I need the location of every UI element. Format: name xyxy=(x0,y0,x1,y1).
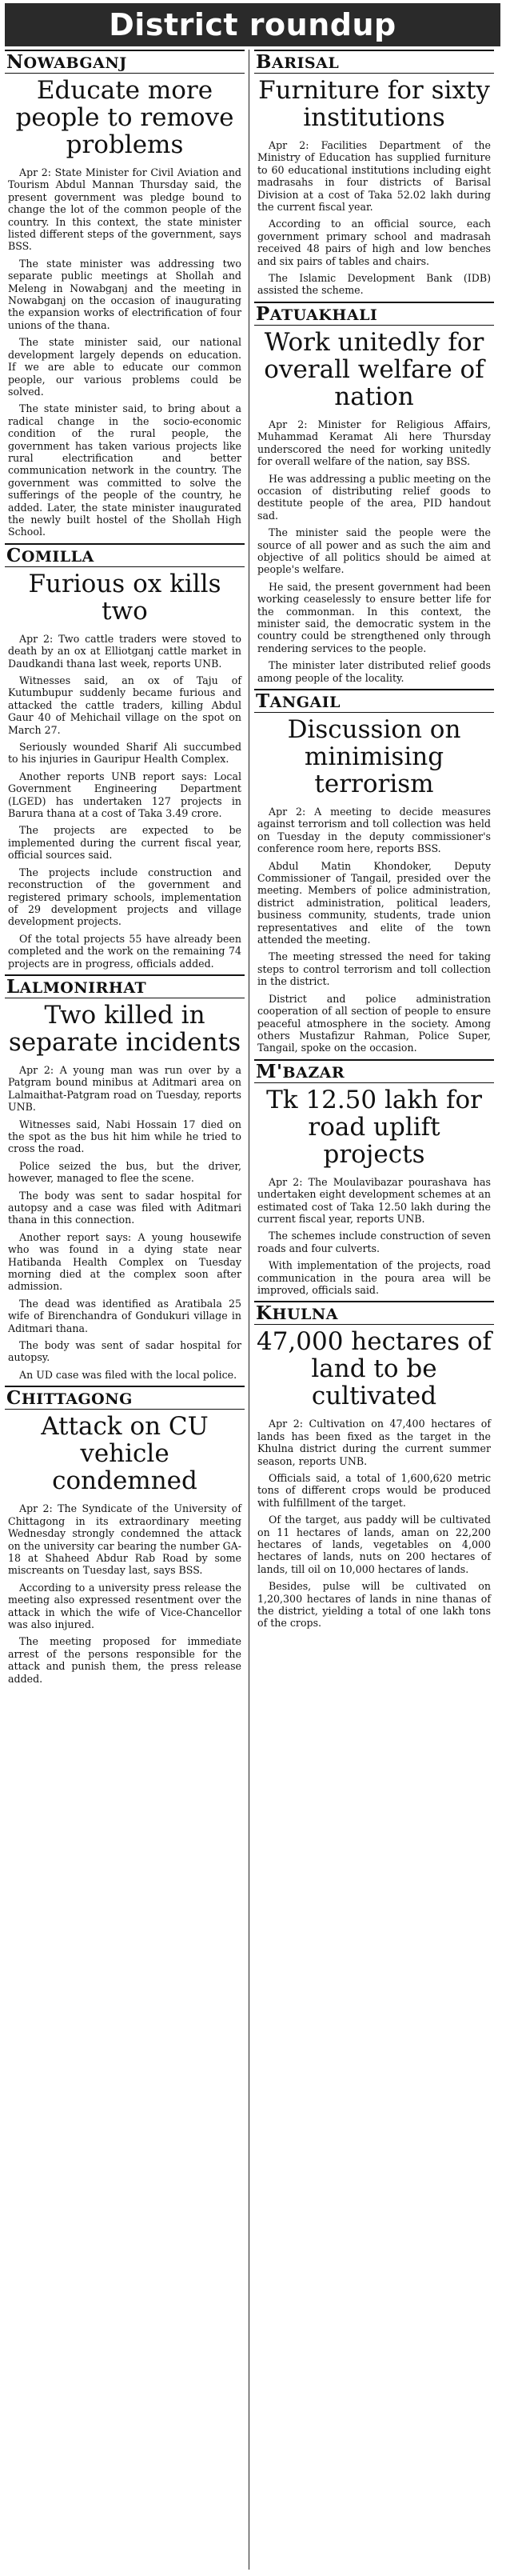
news-story xyxy=(254,1301,494,1630)
dateline-place: TANGAIL xyxy=(256,690,341,712)
story-headline: Furious ox kills two xyxy=(28,569,221,626)
story-paragraph: Besides, pulse will be cultivated on 1,20,300 hectares of lands in nine thanas of the district, yielding a total of one lakh tons of the crops. xyxy=(257,1580,491,1630)
news-story xyxy=(254,302,494,684)
divider xyxy=(5,566,245,567)
story-paragraph: Apr 2: A young man was run over by a Patgram bound minibus at Aditmari area on Lalmaithat-Patgram road on Tuesday, reports UNB. xyxy=(8,1063,241,1114)
dateline-place: CHITTAGONG xyxy=(6,1387,133,1410)
story-paragraph: The meeting proposed for immediate arrest of the persons responsible for the attack and punish them, the press release added. xyxy=(8,1635,241,1685)
story-paragraph: An UD case was filed with the local police. xyxy=(19,1368,237,1381)
dateline-place: LALMONIRHAT xyxy=(6,975,147,998)
story-paragraph: The body was sent to sadar hospital for autopsy and a case was filed with Aditmari thana in this connection. xyxy=(8,1189,241,1226)
story-paragraph: Witnesses said, Nabi Hossain 17 died on the spot as the bus hit him while he tried to cross the road. xyxy=(8,1118,241,1155)
story-paragraph: Of the target, aus paddy will be cultivated on 11 hectares of lands, aman on 22,200 hectares of lands, vegetables on 4,000 hectares of lands, nuts on 200 hectares of lands, till oil on 10,000 hectares of lands. xyxy=(257,1514,491,1575)
story-paragraph: The meeting stressed the need for taking steps to control terrorism and toll collection in the district. xyxy=(257,950,491,988)
story-paragraph: According to a university press release the meeting also expressed resentment over the attack in which the wife of Vice-Chancellor was also injured. xyxy=(8,1581,241,1630)
story-paragraph: Officials said, a total of 1,600,620 metric tons of different crops would be produced with fulfillment of the target. xyxy=(257,1472,491,1509)
story-headline: Attack on CU vehicle condemned xyxy=(41,1412,209,1496)
right-column xyxy=(254,50,494,2570)
story-headline: Two killed in separate incidents xyxy=(8,1000,241,1057)
story-paragraph: The state minister was addressing two separate public meetings at Shollah and Meleng in Nowabganj and the meeting in Nowabganj on the occasion of inaugurating the expansion works of electrification of four unions of the thana. xyxy=(8,257,241,331)
story-paragraph: Seriously wounded Sharif Ali succumbed to his injuries in Gauripur Health Complex. xyxy=(8,741,241,766)
story-paragraph: Apr 2: Facilities Department of the Ministry of Education has supplied furniture to 60 educational institutions including eight madrasahs in four districts of Barisal Division at a cost of Taka 52.02 lakh during the current fiscal year. xyxy=(257,139,491,214)
story-paragraph: With implementation of the projects, road communication in the poura area will be improved, officials said. xyxy=(257,1259,491,1296)
divider xyxy=(254,1082,494,1083)
news-story xyxy=(254,689,494,1054)
news-story xyxy=(5,974,245,1381)
story-paragraph: He was addressing a public meeting on the occasion of distributing relief goods to destitute people of the area, PID handout sad. xyxy=(257,472,491,522)
story-paragraph: Apr 2: A meeting to decide measures against terrorism and toll collection was held on Tuesday in the deputy commissioner's conference room here, reports BSS. xyxy=(257,806,491,855)
dateline-place: COMILLA xyxy=(6,544,94,566)
news-story xyxy=(5,1386,245,1685)
story-paragraph: The minister said the people were the source of all power and as such the aim and objective of all politics should be aimed at people's welfare. xyxy=(257,526,491,576)
story-headline: Educate more people to remove problems xyxy=(15,76,234,159)
story-paragraph: The state minister said, our national development largely depends on education. If we are able to educate our common people, our various problems could be solved. xyxy=(8,336,241,398)
section-banner xyxy=(5,3,500,46)
story-paragraph: Abdul Matin Khondoker, Deputy Commissioner of Tangail, presided over the meeting. Members of police administration, district administration, political leaders, business community, students, trade union representatives and elite of the town attended the meeting. xyxy=(257,859,491,946)
story-paragraph: District and police administration cooperation of all section of people to ensure peaceful atmosphere in the society. Among others Mustafizur Rahman, Police Super, Tangail, spoke on the occasion. xyxy=(257,992,491,1054)
divider xyxy=(254,712,494,713)
story-headline: Discussion on minimising terrorism xyxy=(287,715,461,798)
story-paragraph: Another report says: A young housewife who was found in a dying state near Hatibanda Health Complex on Tuesday morning died at the complex soon after admission. xyxy=(8,1230,241,1293)
story-paragraph: Apr 2: Cultivation on 47,400 hectares of lands has been fixed as the target in the Khulna district during the current summer season, reports UNB. xyxy=(257,1418,491,1467)
dateline-place: PATUAKHALI xyxy=(256,302,378,325)
story-paragraph: Apr 2: Minister for Religious Affairs, Muhammad Keramat Ali here Thursday underscored the need for working unitedly for overall welfare of the nation, say BSS. xyxy=(257,418,491,468)
story-paragraph: Apr 2: The Moulavibazar pourashava has undertaken eight development schemes at an estimated cost of Taka 12.50 lakh during the current fiscal year, reports UNB. xyxy=(257,1175,491,1225)
news-story xyxy=(5,543,245,970)
divider xyxy=(5,73,245,74)
story-paragraph: According to an official source, each government primary school and madrasah received 48 pairs of high and low benches and six pairs of tables and chairs. xyxy=(257,218,491,267)
story-headline: Furniture for sixty institutions xyxy=(258,76,490,132)
story-paragraph: Apr 2: State Minister for Civil Aviation and Tourism Abdul Mannan Thursday said, the present government was pledge bound to change the lot of the common people of the country. In this context, the state minister listed different steps of the government, says BSS. xyxy=(8,166,241,253)
story-paragraph: Police seized the bus, but the driver, however, managed to flee the scene. xyxy=(8,1159,241,1185)
news-story xyxy=(254,1059,494,1297)
divider xyxy=(254,73,494,74)
story-paragraph: The state minister said, to bring about a radical change in the socio-economic condition of the rural people, the government has taken various projects like rural electrification and better communication network in the country. The government was committed to solve the sufferings of the people of the country, he added. Later, the state minister inaugurated the newly built hostel of the Shollah High School. xyxy=(8,402,241,538)
dateline-place: BARISAL xyxy=(256,51,340,73)
story-paragraph: The projects include construction and reconstruction of the government and registered primary schools, implementation of 29 development projects and village development projects. xyxy=(8,866,241,928)
story-paragraph: The projects are expected to be implemented during the current fiscal year, official sources said. xyxy=(8,824,241,862)
left-column xyxy=(5,50,245,2570)
dateline-place: KHULNA xyxy=(256,1302,338,1325)
page-title: District roundup xyxy=(109,7,396,42)
story-headline: Work unitedly for overall welfare of nation xyxy=(264,327,484,411)
news-story xyxy=(5,50,245,538)
story-headline: Tk 12.50 lakh for road uplift projects xyxy=(266,1085,482,1169)
story-paragraph: The body was sent of sadar hospital for autopsy. xyxy=(8,1339,241,1364)
dateline-place: NOWABGANJ xyxy=(6,51,127,73)
story-paragraph: He said, the present government had been working ceaselessly to ensure better life for the commonman. In this context, the minister said, the democratic system in the country could be strengthened only through rendering services to the people. xyxy=(257,580,491,654)
story-paragraph: The minister later distributed relief goods among people of the locality. xyxy=(257,659,491,684)
dateline-place: M'BAZAR xyxy=(256,1060,345,1082)
story-paragraph: Of the total projects 55 have already been completed and the work on the remaining 74 projects are in progress, officials added. xyxy=(8,932,241,970)
story-paragraph: The Islamic Development Bank (IDB) assisted the scheme. xyxy=(257,272,491,297)
divider xyxy=(5,1409,245,1410)
story-paragraph: Apr 2: The Syndicate of the University of Chittagong in its extraordinary meeting Wednesday strongly condemned the attack on the university car bearing the number GA-18 at Shaheed Abdur Rab Road by some miscreants on Tuesday last, says BSS. xyxy=(8,1502,241,1577)
story-paragraph: The dead was identified as Aratibala 25 wife of Birenchandra of Gondukuri village in Aditmari thana. xyxy=(8,1297,241,1334)
story-paragraph: The schemes include construction of seven roads and four culverts. xyxy=(257,1230,491,1254)
divider xyxy=(254,325,494,326)
story-paragraph: Witnesses said, an ox of Taju of Kutumbupur suddenly became furious and attacked the cattle traders, killing Abdul Gaur 40 of Mehichail village on the spot on March 27. xyxy=(8,674,241,736)
news-story xyxy=(254,50,494,297)
story-headline: 47,000 hectares of land to be cultivated xyxy=(256,1327,492,1411)
story-paragraph: Another reports UNB report says: Local Government Engineering Department (LGED) has undertaken 127 projects in Barura thana at a cost of Taka 3.49 crore. xyxy=(8,770,241,820)
story-paragraph: Apr 2: Two cattle traders were stoved to death by an ox at Elliotganj cattle market in Daudkandi thana last week, reports UNB. xyxy=(8,632,241,670)
divider xyxy=(254,1324,494,1325)
